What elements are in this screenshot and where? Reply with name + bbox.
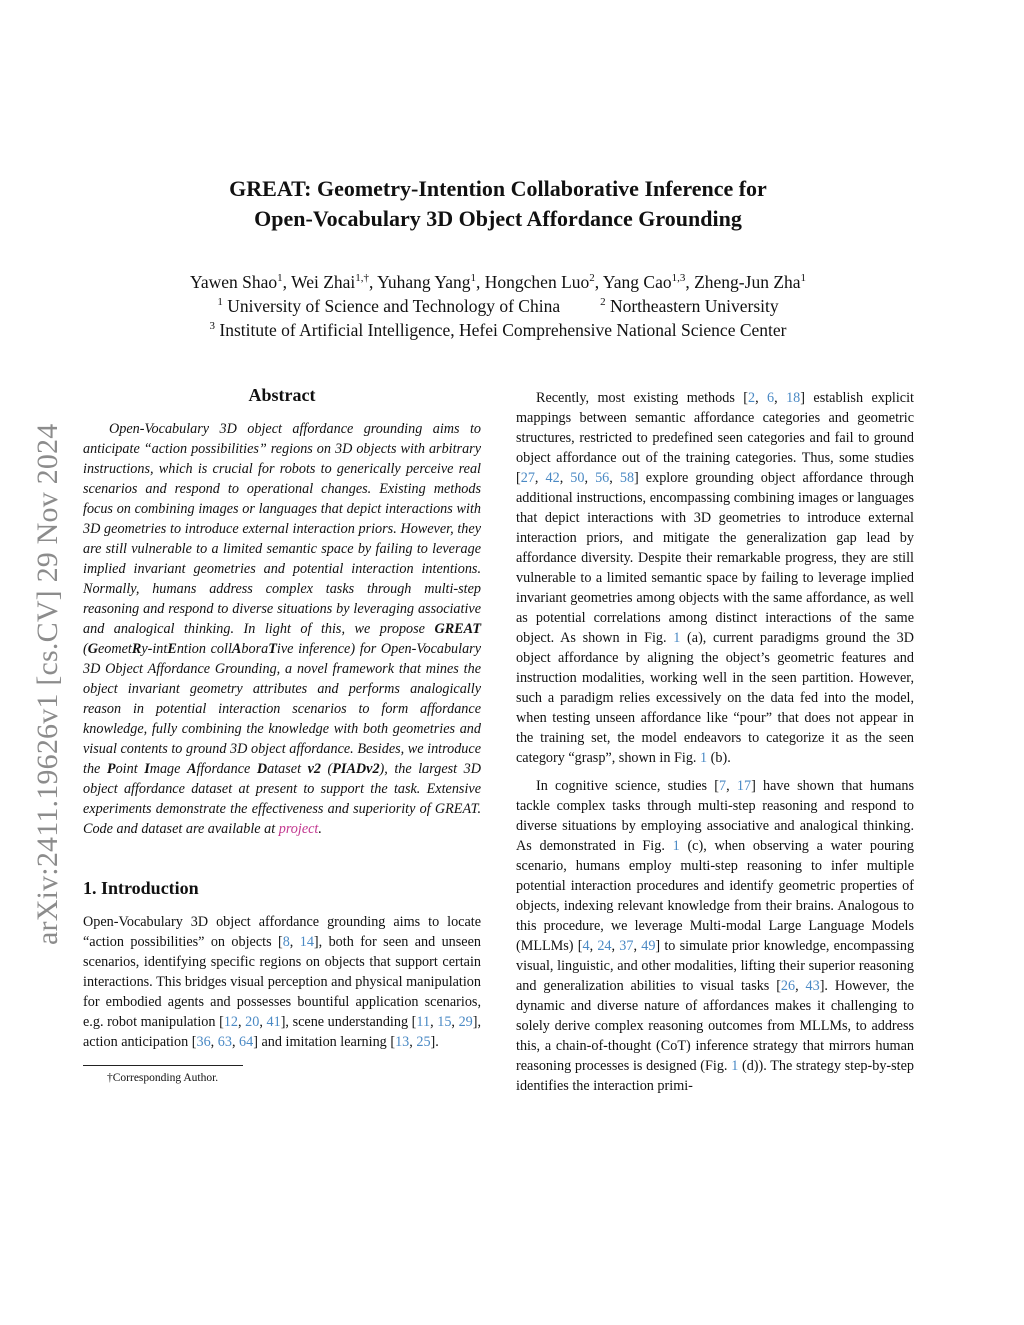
citation-link[interactable]: 50	[570, 470, 585, 486]
citation-link[interactable]: 49	[641, 938, 656, 954]
paragraph-text: ,	[559, 470, 571, 486]
citation-link[interactable]: 7	[719, 778, 727, 794]
author-name: Yang Cao	[602, 272, 672, 292]
author-affiliation-mark: 2	[589, 272, 595, 285]
paragraph-text: ], action anticipation [	[83, 1014, 482, 1050]
citation-link[interactable]: 26	[780, 978, 796, 994]
paragraph-text: ,	[774, 390, 787, 406]
citation-link[interactable]: 1	[673, 630, 681, 646]
author-name: Wei Zhai	[291, 272, 356, 292]
title-line-2: Open-Vocabulary 3D Object Affordance Grounding	[254, 206, 742, 231]
author-affiliation-mark: 1	[277, 272, 283, 285]
footnote-corresponding-author: †Corresponding Author.	[107, 1072, 219, 1084]
paragraph-text: In cognitive science, studies [	[536, 778, 719, 794]
paragraph-text: ].	[430, 1034, 439, 1050]
author-name: Hongchen Luo	[484, 272, 590, 292]
citation-link[interactable]: 63	[217, 1034, 232, 1050]
citation-link[interactable]: 1	[700, 750, 708, 766]
paragraph-text: ] to simulate prior knowledge, encompassing visual, linguistic, and other modalities, lifting their superior reasoning and generalization abilities to visual tasks [	[516, 938, 915, 994]
paragraph-text: ], both for seen and unseen scenarios, identifying specific regions on objects that support certain interactions. This bridges visual perception and physical manipulation for embodied agents and possesses bountiful application scenarios, e.g. robot manipulation [	[83, 934, 481, 1030]
citation-link[interactable]: 12	[223, 1014, 239, 1030]
author-affiliation-mark: 1,3	[671, 272, 686, 285]
paragraph-text: ] and imitation learning [	[253, 1034, 396, 1050]
citation-link[interactable]: 6	[767, 390, 775, 406]
citation-link[interactable]: 24	[597, 938, 612, 954]
citation-link[interactable]: 17	[736, 778, 752, 794]
paragraph-text: ,	[259, 1014, 267, 1030]
paragraph-text: ,	[795, 978, 806, 994]
paragraph-text: ] explore grounding object affordance through additional instructions, encompassing combining images or languages that depict interactions with 3D geometries to introduce external interaction priors, and mitigate the generalization gap lead by affordance diversity. Despite their remarkable progress, they are still vulnerable to a limited semantic space by failing to leverage implied invariant geometries among objects with the same affordance, as well as potential correlations among distinct interactions of the same object. As shown in Fig.	[516, 470, 915, 646]
right-paragraph-1	[516, 388, 914, 768]
paragraph-text: ,	[451, 1014, 459, 1030]
paragraph-text: ] have shown that humans tackle complex tasks through multi-step reasoning and respond to diverse situations by employing associative and analogical thinking. As demonstrated in Fig.	[516, 778, 915, 854]
paragraph-text: ,	[633, 938, 642, 954]
citation-link[interactable]: 29	[458, 1014, 473, 1030]
footnote-divider	[83, 1065, 243, 1066]
abstract-text: Open-Vocabulary 3D object affordance grounding aims to anticipate “action possibilities” regions on 3D objects with arbitrary instructions, which is crucial for robots to generically perceive real scenarios and respond to operational changes. Existing methods focus on combining images or languages that depict interactions with 3D geometries to introduce external interaction priors. However, they are still vulnerable to a limited semantic space by failing to leverage implied invariant geometries and potential interaction intentions. Normally, humans address complex tasks through multi-step reasoning and respond to diverse situations by leveraging associative and analogical thinking. In light of this, we propose GREAT (GeometRy-intEntion collAboraTive inference) for Open-Vocabulary 3D Object Affordance Grounding, a novel framework that mines the object invariant geometry attributes and performs analogically reason in potential interaction scenarios to form affordance knowledge, fully combining the knowledge with both geometries and visual contents to ground 3D object affordance. Besides, we introduce the Point Image Affordance Dataset v2 (PIADv2), the largest 3D object affordance dataset at present to support the task. Extensive experiments demonstrate the effectiveness and superiority of GREAT. Code and dataset are available at project.	[83, 421, 482, 837]
citation-link[interactable]: 1	[672, 838, 680, 854]
citation-link[interactable]: 2	[747, 390, 756, 406]
paragraph-text: ,	[210, 1034, 218, 1050]
paragraph-text: (b).	[707, 750, 731, 766]
right-column	[516, 388, 914, 1096]
paragraph-text: ,	[755, 390, 768, 406]
citation-link[interactable]: 18	[786, 390, 801, 406]
citation-link[interactable]: 14	[299, 934, 314, 950]
paper-title	[100, 174, 896, 234]
author-name: Yuhang Yang	[377, 272, 471, 292]
arxiv-identifier: arXiv:2411.19626v1 [cs.CV] 29 Nov 2024	[31, 423, 64, 945]
paragraph-text: ,	[609, 470, 620, 486]
paragraph-text: ,	[430, 1014, 438, 1030]
author-list: Yawen Shao$^1$, Wei Zhai$^{1,\dagger}$, Yuhang Yang$^1$, Hongchen Luo$^2$, Yang Cao$^{1,3}$, Zheng-Jun Zha$^1$	[189, 272, 807, 292]
author-affiliation-mark: 1	[800, 272, 807, 285]
paragraph-text: ,	[534, 470, 546, 486]
author-block	[100, 270, 896, 342]
right-paragraph-2	[516, 776, 914, 1096]
citation-link[interactable]: 56	[595, 470, 610, 486]
abstract-heading: Abstract	[248, 385, 316, 405]
citation-link[interactable]: 37	[619, 938, 634, 954]
project-link[interactable]: project	[278, 821, 319, 837]
affiliations-row	[100, 294, 896, 318]
paragraph-text: ,	[726, 778, 737, 794]
paragraph-text: ] establish explicit mappings between semantic affordance categories and geometric structures, restricted to predefined seen categories and fail to ground object affordance out of the training categories. Thus, some studies [	[516, 390, 914, 486]
citation-link[interactable]: 4	[582, 938, 590, 954]
paragraph-text: Open-Vocabulary 3D object affordance grounding aims to locate “action possibilities” on objects [	[83, 914, 481, 950]
author-affiliation-mark: 1	[470, 272, 477, 285]
citation-link[interactable]: 27	[520, 470, 535, 486]
citation-link[interactable]: 11	[416, 1014, 431, 1030]
author-affiliation-mark: 1,†	[355, 272, 370, 285]
paragraph-text: (a), current paradigms ground the 3D object affordance by aligning the object’s geometric features and instruction modalities, working well in the seen partition. However, such a paradigm relies excessively on the data fed into the model, when testing unseen affordance like “pour” that does not appear in the training set, the model endeavors to categorize it as the seen category “grasp”, shown in Fig.	[516, 630, 914, 766]
left-column	[83, 380, 481, 1086]
paragraph-text: ], scene understanding [	[280, 1014, 417, 1030]
intro-paragraph-1	[83, 912, 481, 1052]
paragraph-text: (d)). The strategy step-by-step identifies the interaction primi-	[516, 1058, 914, 1094]
citation-link[interactable]: 8	[282, 934, 290, 950]
paragraph-text: ,	[584, 470, 596, 486]
citation-link[interactable]: 15	[437, 1014, 452, 1030]
citation-link[interactable]: 20	[245, 1014, 260, 1030]
paragraph-text: ,	[611, 938, 620, 954]
citation-link[interactable]: 58	[619, 470, 635, 486]
citation-link[interactable]: 25	[416, 1034, 431, 1050]
title-line-1: GREAT: Geometry-Intention Collaborative Inference for	[229, 176, 767, 201]
citation-link[interactable]: 36	[196, 1034, 211, 1050]
paragraph-text: (c), when observing a water pouring scenario, humans employ multi-step reasoning to infer multiple potential interaction procedures and identify geometric properties of objects, indexing relevant knowledge from their brains. Analogous to this procedure, we leverage Multi-modal Large Language Models (MLLMs) [	[516, 838, 914, 954]
affiliation-3: $^3$ Institute of Artificial Intelligence, Hefei Comprehensive National Science Center	[209, 320, 787, 340]
paragraph-text: ]. However, the dynamic and diverse nature of affordances makes it challenging to solely derive complex reasoning outcomes from MLLMs, to address this, a chain-of-thought (CoT) inference strategy that mirrors human reasoning processes is designed (Fig.	[516, 978, 914, 1074]
paragraph-text: ,	[238, 1014, 246, 1030]
paragraph-text: ,	[231, 1034, 240, 1050]
citation-link[interactable]: 1	[731, 1058, 739, 1074]
affiliation-2: $^2$ Northeastern University	[600, 296, 779, 316]
paragraph-text: ,	[409, 1034, 417, 1050]
paragraph-text: ,	[589, 938, 598, 954]
affiliation-1: $^1$ University of Science and Technology of China	[217, 296, 561, 316]
paragraph-text: Recently, most existing methods [	[536, 390, 748, 406]
author-name: Yawen Shao	[189, 272, 278, 292]
citation-link[interactable]: 41	[266, 1014, 281, 1030]
citation-link[interactable]: 43	[805, 978, 820, 994]
citation-link[interactable]: 42	[545, 470, 560, 486]
section-heading-introduction: 1. Introduction	[83, 878, 199, 898]
paragraph-text: ,	[289, 934, 300, 950]
author-name: Zheng-Jun Zha	[694, 272, 801, 292]
citation-link[interactable]: 64	[239, 1034, 254, 1050]
citation-link[interactable]: 13	[395, 1034, 410, 1050]
